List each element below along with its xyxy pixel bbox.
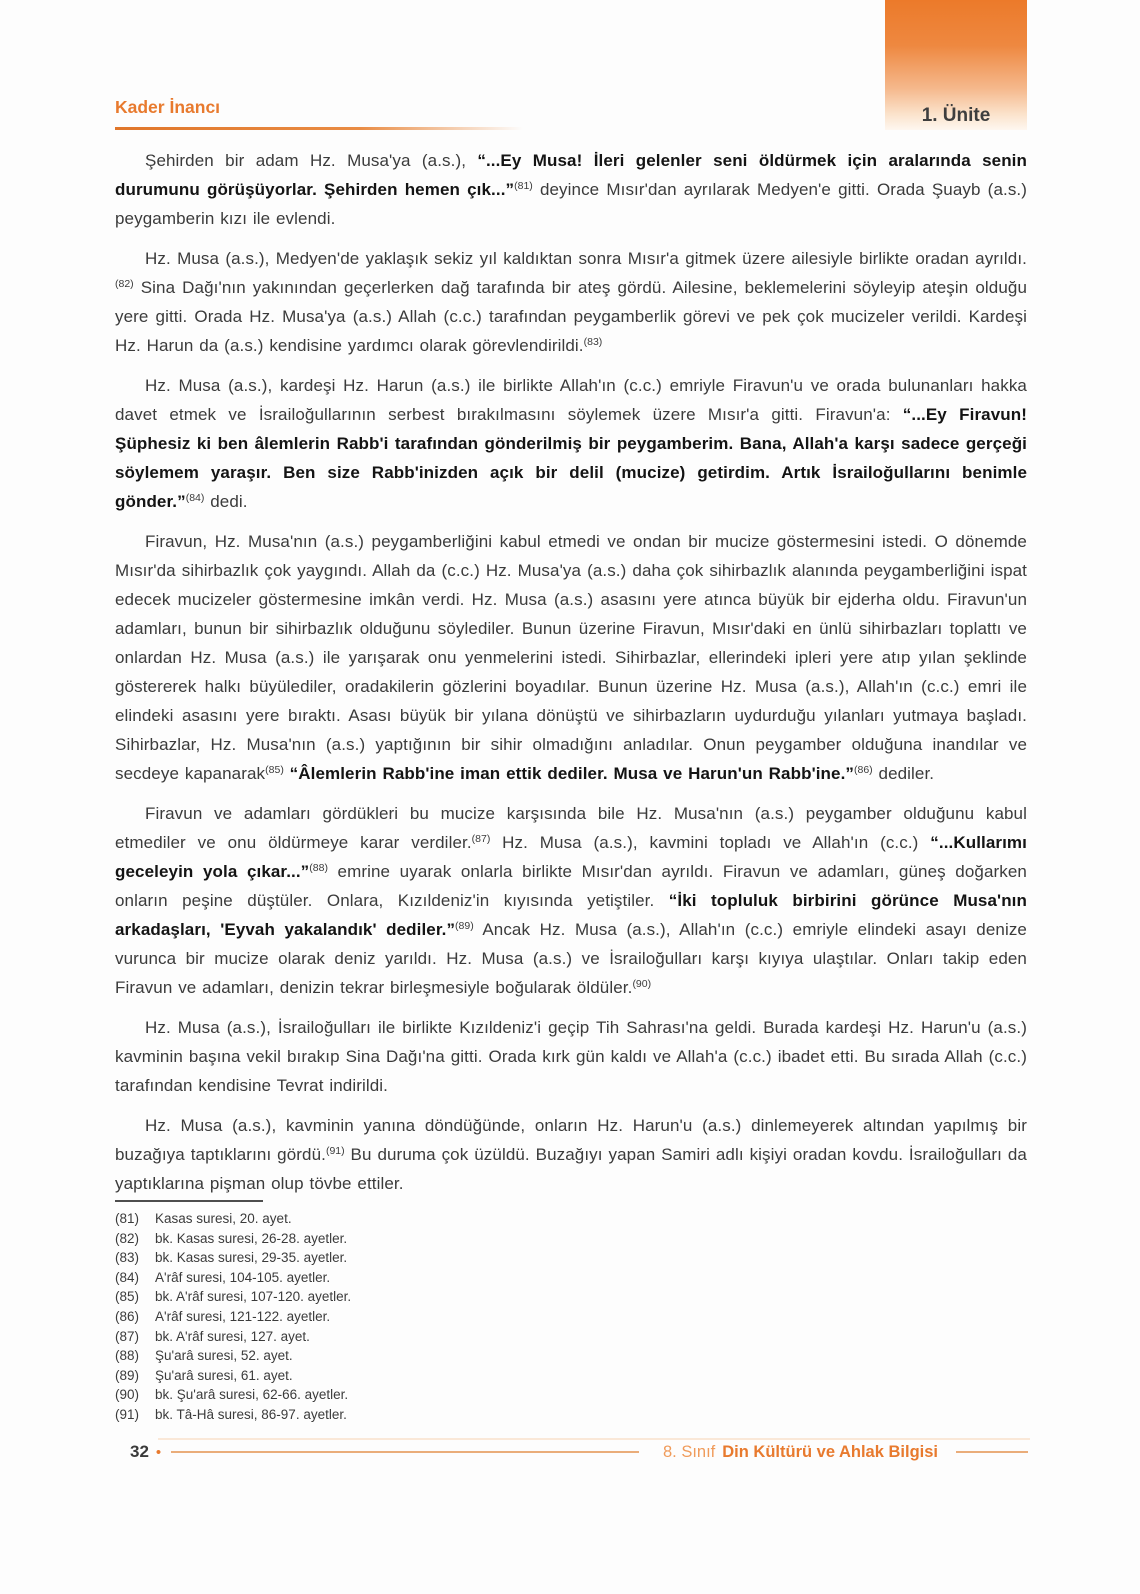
footnote-number: (85) (115, 1289, 140, 1305)
unit-label: 1. Ünite (921, 105, 991, 126)
footnote-text: Kasas suresi, 20. ayet. (155, 1211, 292, 1226)
footnote-marker: (86) (854, 764, 873, 776)
text-run: emrine uyarak onlarla birlikte Mısır'dan ayrıldı. Firavun ve adamları, güneş doğarken onların peşine düştüler. Onlara, Kızıldeniz'in kıyısında yetiştiler. (115, 862, 1027, 910)
text-run: Bu duruma çok üzüldü. Buzağıyı yapan Samiri adlı kişiyi oradan kovdu. İsrailoğulları da yaptıklarına pişman olup tövbe ettiler. (115, 1145, 1027, 1193)
footnote-number: (91) (115, 1406, 140, 1422)
footnote-item (115, 1307, 1027, 1327)
text-run: Hz. Musa (a.s.), kavmini topladı ve Allah'ın (c.c.) (490, 833, 931, 852)
header-rule (115, 127, 523, 130)
book-grade: 8. Sınıf (662, 1442, 716, 1461)
footnote-item (115, 1385, 1027, 1405)
footer-ghost-line (158, 1438, 1030, 1440)
footnote-separator (115, 1200, 263, 1202)
footnote-number: (86) (115, 1308, 140, 1324)
footnote-number: (87) (115, 1328, 140, 1344)
paragraph (115, 1111, 1027, 1198)
footnote-marker: (81) (514, 180, 533, 192)
footnote-marker: (83) (583, 336, 603, 348)
quote-bold: “İki topluluk birbirini görünce Musa'nın arkadaşları, 'Eyvah yakalandık' dediler.” (115, 891, 1027, 939)
footer-rule-left (171, 1451, 639, 1453)
body-text (115, 146, 1027, 1209)
text-run: Hz. Musa (a.s.), İsrailoğulları ile birlikte Kızıldeniz'i geçip Tih Sahrası'na geldi. Burada kardeşi Hz. Harun'u (a.s.) kavminin başına vekil bırakıp Sina Dağı'na gitti. Orada kırk gün kaldı ve Allah'a (c.c.) ibadet etti. Bu sırada Allah (c.c.) tarafından kendisine Tevrat indirildi. (115, 1018, 1027, 1095)
footnote-item (115, 1268, 1027, 1288)
text-run: dediler. (872, 764, 935, 783)
page-footer (130, 1441, 1028, 1463)
footnote-item (115, 1248, 1027, 1268)
page-number: 32 (130, 1442, 149, 1461)
footnote-item (115, 1405, 1027, 1425)
paragraph (115, 799, 1027, 1002)
footnote-text: Şu'arâ suresi, 61. ayet. (155, 1367, 293, 1383)
footnote-number: (90) (115, 1387, 140, 1403)
footnote-text: bk. Şu'arâ suresi, 62-66. ayetler. (155, 1387, 349, 1403)
footnotes-section (115, 1200, 1027, 1425)
footnote-marker: (82) (115, 278, 134, 290)
text-run: dedi. (204, 492, 248, 511)
paragraph (115, 371, 1027, 516)
footnote-text: bk. Kasas suresi, 29-35. ayetler. (155, 1250, 348, 1266)
footnote-number: (81) (115, 1211, 140, 1226)
footnote-text: A'râf suresi, 121-122. ayetler. (155, 1308, 331, 1324)
book-title: Din Kültürü ve Ahlak Bilgisi (722, 1442, 938, 1461)
footnote-number: (83) (115, 1250, 140, 1266)
unit-gradient-box (885, 0, 1027, 130)
footnote-text: bk. A'râf suresi, 127. ayet. (155, 1328, 310, 1344)
footnote-marker: (91) (325, 1145, 345, 1157)
text-run: Hz. Musa (a.s.), kardeşi Hz. Harun (a.s.) ile birlikte Allah'ın (c.c.) emriyle Firavun'u ve orada bulunanları hakka davet etmek ve İsrailoğullarının serbest bırakılmasını söylemek üzere Mısır'a gitti. Firavun'a: (115, 376, 1027, 424)
footnote-text: A'râf suresi, 104-105. ayetler. (155, 1269, 331, 1285)
footnote-marker: (87) (471, 833, 491, 845)
text-run: Hz. Musa (a.s.), kavminin yanına döndüğünde, onların Hz. Harun'u (a.s.) dinlemeyerek altından yapılmış bir buzağıya taptıklarını gördü. (115, 1116, 1027, 1164)
footnote-number: (89) (115, 1367, 140, 1383)
text-run: Firavun ve adamları gördükleri bu mucize karşısında bile Hz. Musa'nın (a.s.) peygamber olduğunu kabul etmediler ve onu öldürmeye karar verdiler. (115, 804, 1027, 852)
footnote-marker: (84) (185, 492, 205, 504)
footnote-item (115, 1287, 1027, 1307)
footnote-item (115, 1366, 1027, 1386)
footnote-text: bk. A'râf suresi, 107-120. ayetler. (155, 1289, 352, 1305)
paragraph (115, 244, 1027, 360)
paragraph (115, 1013, 1027, 1100)
footnote-number: (88) (115, 1348, 140, 1364)
footer-bullet-icon: • (155, 1443, 162, 1461)
footnote-item (115, 1327, 1027, 1347)
footnote-marker: (90) (632, 978, 652, 990)
paragraph (115, 527, 1027, 788)
footnotes-list (115, 1209, 1027, 1425)
text-run: deyince Mısır'dan ayrılarak Medyen'e gitti. Orada Şuayb (a.s.) peygamberin kızı ile evlendi. (115, 180, 1028, 228)
footer-rule-right (956, 1451, 1028, 1453)
page-title: Kader İnancı (115, 97, 221, 117)
footnote-text: bk. Kasas suresi, 26-28. ayetler. (155, 1230, 348, 1246)
footnote-item (115, 1346, 1027, 1366)
footnote-text: bk. Tâ-Hâ suresi, 86-97. ayetler. (155, 1406, 347, 1422)
footnote-item (115, 1209, 1027, 1229)
quote-bold: “...Kullarımı geceleyin yola çıkar...” (115, 833, 1027, 881)
footnote-number: (84) (115, 1269, 140, 1285)
footnote-marker: (85) (265, 764, 284, 776)
quote-bold: “...Ey Musa! İleri gelenler seni öldürmek için aralarında senin durumunu görüşüyorlar. Şehirden hemen çık...” (115, 151, 1027, 199)
text-run: Sina Dağı'nın yakınından geçerlerken dağ tarafında bir ateş gördü. Ailesine, beklemelerini söyleyip ateşin olduğu yere gitti. Orada Hz. Musa'ya (a.s.) Allah (c.c.) tarafından peygamberlik görevi ve pek çok mucizeler verildi. Kardeşi Hz. Harun da (a.s.) kendisine yardımcı olarak görevlendirildi. (115, 278, 1027, 355)
text-run: Hz. Musa (a.s.), Medyen'de yaklaşık sekiz yıl kaldıktan sonra Mısır'a gitmek üzere ailesiyle birlikte oradan ayrıldı. (145, 249, 1027, 268)
footnote-number: (82) (115, 1230, 140, 1246)
quote-bold: “Âlemlerin Rabb'ine iman ettik dediler. Musa ve Harun'un Rabb'ine.” (289, 764, 854, 783)
footnote-text: Şu'arâ suresi, 52. ayet. (155, 1348, 293, 1364)
quote-bold: “...Ey Firavun! Şüphesiz ki ben âlemlerin Rabb'i tarafından gönderilmiş bir peygamberim. Bana, Allah'a karşı sadece gerçeği söylemem yaraşır. Ben size Rabb'inizden açık bir delil (mucize) getirdim. Artık İsrailoğullarını benimle gönder.” (115, 405, 1027, 511)
text-run: Şehirden bir adam Hz. Musa'ya (a.s.), (145, 151, 478, 170)
footnote-marker: (88) (309, 862, 328, 874)
text-run: Ancak Hz. Musa (a.s.), Allah'ın (c.c.) emriyle elindeki asayı denize vurunca bir mucize olarak deniz yarıldı. Hz. Musa (a.s.) ve İsrailoğulları karşı kıyıya ulaştılar. Onları takip eden Firavun ve adamları, denizin tekrar birleşmesiyle boğularak öldüler. (115, 920, 1027, 997)
text-run: Firavun, Hz. Musa'nın (a.s.) peygamberliğini kabul etmedi ve ondan bir mucize göstermesini istedi. O dönemde Mısır'da sihirbazlık çok yaygındı. Allah da (c.c.) Hz. Musa'ya (a.s.) daha çok sihirbazlık alanında peygamberliğini ispat edecek mucizeler göstermesine imkân verdi. Hz. Musa (a.s.) asasını yere atınca büyük bir ejderha oldu. Firavun'un adamları, bunun bir sihirbazlık olduğunu söylediler. Bunun üzerine Firavun, Mısır'daki en ünlü sihirbazları toplattı ve onlardan Hz. Musa (a.s.) ile yarışarak onu yenmelerini istedi. Sihirbazlar, ellerindeki ipleri yere atıp yılan şeklinde göstererek halkı büyülediler, oradakilerin gözlerini boyadılar. Bunun üzerine Hz. Musa (a.s.), Allah'ın (c.c.) emri ile elindeki asasını yere bıraktı. Asası büyük bir yılana dönüştü ve sihirbazların uydurduğu yılanları yutmaya başladı. Sihirbazlar, Hz. Musa'nın (a.s.) yaptığının bir sihir olmadığını anladılar. Onun peygamber olduğuna inandılar ve secdeye kapanarak (115, 532, 1027, 783)
footnote-marker: (89) (455, 920, 474, 932)
paragraph (115, 146, 1027, 233)
footnote-item (115, 1229, 1027, 1249)
